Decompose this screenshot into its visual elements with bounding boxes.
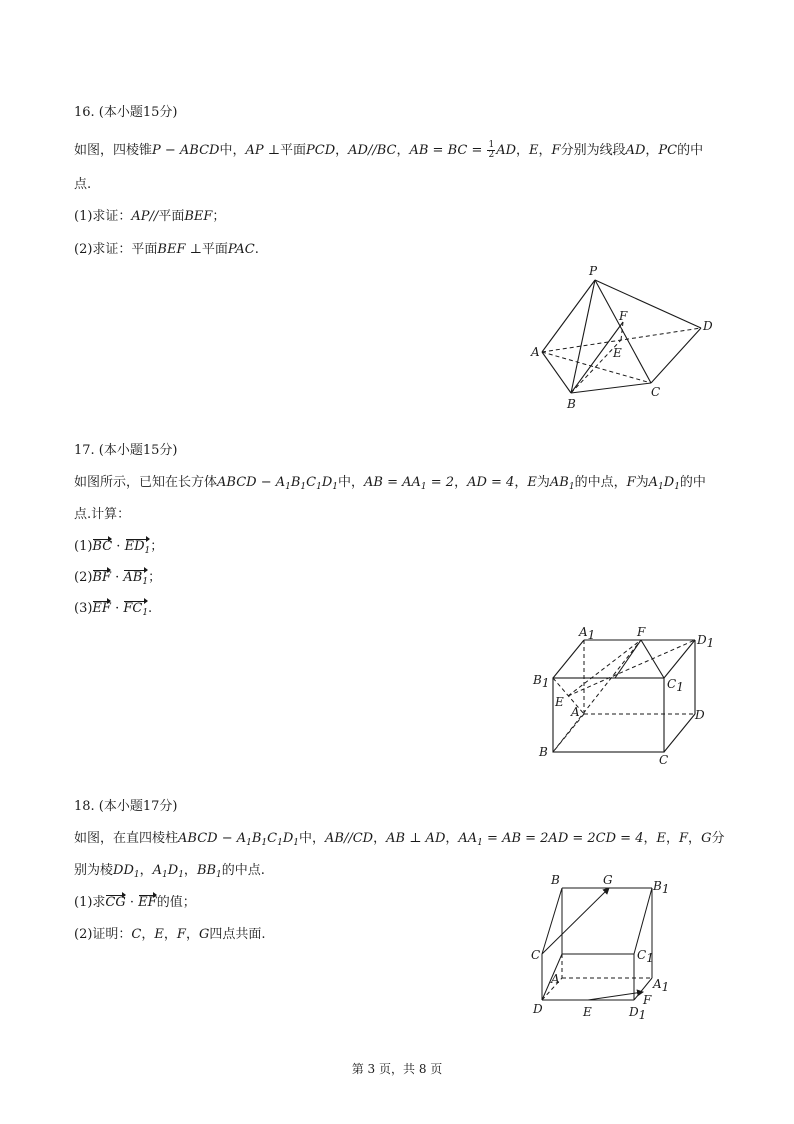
text: (2)证明： [74,927,132,942]
label-D: D [703,319,713,333]
subscript: 1 [316,482,322,492]
text: ， [643,831,657,846]
math [649,475,680,490]
label-C1: C1 [637,948,654,965]
math: E [529,143,539,158]
math: AD [496,143,517,158]
label-B: B [567,397,576,411]
label-F: F [637,625,646,639]
q16-part2 [74,241,259,259]
label-B1: B1 [533,673,550,690]
label-C: C [531,948,541,962]
math [197,863,222,878]
subscript: 1 [178,870,184,880]
subscript: 1 [261,838,268,848]
text: ， [538,143,552,158]
math: F [176,927,186,942]
text: 分 [711,831,725,846]
text: ， [185,927,199,942]
text: 平面 [158,209,185,224]
label-B: B [539,745,548,759]
text: ； [148,570,162,585]
math: AB = BC = [409,143,487,158]
text: ， [373,831,387,846]
text: (2) [74,570,93,585]
text: ⊥平面 [263,143,306,158]
q16-statement-line2: 点. [74,177,92,192]
vector: EF [92,601,111,616]
math-part: AB = AA [364,475,421,490]
q18-prism-figure [525,870,675,1025]
text: 的值； [156,895,196,910]
math: F [679,831,689,846]
math-part: = AB = 2AD = 2CD = 4 [482,831,644,846]
text: . [148,601,153,616]
math [217,475,338,490]
label-G: G [603,873,613,887]
subscript: 1 [477,838,483,848]
subscript: 1 [162,870,168,880]
subscript: 1 [285,482,291,492]
text: ， [645,143,659,158]
math: E [527,475,537,490]
math-part: FC [123,601,143,616]
q18-part1 [74,894,196,912]
q16-statement-line1 [74,141,703,160]
label-E: E [613,346,622,360]
math: G [198,927,210,942]
q16-part1 [74,208,225,226]
subscript: 1 [658,482,664,492]
math: AD [625,143,646,158]
math-part: AB [549,475,569,490]
text: 的中点， [574,475,627,490]
text: 的中点. [221,863,265,878]
q16-pyramid-figure [525,260,735,415]
label-C1: C1 [667,677,684,694]
math: AB//CD [325,831,374,846]
label-C: C [651,385,661,399]
text: 的中 [677,143,704,158]
text: ， [666,831,680,846]
text: 的中 [679,475,706,490]
math: G [701,831,712,846]
label-A: A [571,705,580,719]
q18-statement-line2 [74,862,265,880]
text: (1) [74,539,93,554]
math [178,831,299,846]
numerator: 1 [488,140,495,150]
text: 为 [536,475,550,490]
label-P: P [589,264,598,278]
q17-part2 [74,569,161,587]
text: · [110,601,124,616]
text: ， [454,475,468,490]
vector: BF [92,570,111,585]
label-A: A [531,345,540,359]
math [364,475,454,490]
q17-part1 [74,538,163,556]
vector: EF [138,895,157,910]
subscript: 1 [568,482,575,492]
math-part: ABCD − A [217,475,286,490]
text: ， [141,927,155,942]
text: · [125,895,139,910]
text: 为 [635,475,649,490]
q17-statement-line1 [74,474,706,492]
math-part: AB [123,570,143,585]
text: (2)求证：平面 [74,242,158,257]
text: ， [688,831,702,846]
math-part: = 2 [426,475,455,490]
math: P − ABCD [152,143,220,158]
subscript: 1 [142,577,149,587]
math: E [656,831,666,846]
text: ， [163,927,177,942]
label-D: D [695,708,705,722]
math-part: BB [196,863,217,878]
math-part: A [152,863,163,878]
math: F [626,475,636,490]
math-part: D [167,863,179,878]
subscript: 1 [216,870,222,880]
denominator: 2 [488,150,495,160]
text: ， [516,143,530,158]
label-E: E [583,1005,592,1019]
subscript: 1 [674,482,680,492]
math-part: ED [124,539,145,554]
q18-part2 [74,926,265,944]
q18-statement-line1 [74,830,724,848]
subscript: 1 [246,838,252,848]
math: PCD [306,143,336,158]
text: · [112,539,125,554]
label-D1: D1 [697,633,715,650]
text: ， [445,831,459,846]
text: · [111,570,124,585]
text: ， [396,143,410,158]
text: ， [335,143,349,158]
math: BEF [184,209,213,224]
text: ， [514,475,528,490]
math-part: D [321,475,333,490]
q17-part3 [74,600,152,618]
label-A1: A1 [579,625,596,642]
math-part: DD [113,863,134,878]
text: . [254,242,259,257]
label-A: A [551,972,560,986]
subscript: 1 [332,482,339,492]
vector [123,600,148,618]
text: 如图所示，已知在长方体 [74,475,218,490]
text: 分别为线段 [560,143,626,158]
math: PAC [227,242,255,257]
label-F: F [619,309,628,323]
vector [125,538,151,556]
text: 中， [338,475,365,490]
math-part: B [251,831,262,846]
math: AD = 4 [467,475,515,490]
subscript: 1 [420,482,427,492]
math-part: B [290,475,301,490]
q17-statement-line2: 点.计算： [74,507,131,522]
vector: BC [92,539,113,554]
math-part: C [306,475,317,490]
math: AB ⊥ AD [386,831,446,846]
math-part: C [267,831,278,846]
math: AP// [131,209,159,224]
page-footer: 第 3 页，共 8 页 [351,1062,443,1076]
math-part: D [663,475,675,490]
q18-header: 18. (本小题17分) [74,799,178,814]
math: PC [658,143,678,158]
subscript: 1 [277,838,283,848]
text: (1)求证： [74,209,132,224]
text: (1)求 [74,895,106,910]
text: ， [183,863,197,878]
math [153,863,184,878]
math: E [154,927,164,942]
q17-header: 17. (本小题15分) [74,443,178,458]
label-A1: A1 [653,977,670,994]
label-E: E [555,695,564,709]
math [113,863,140,878]
text: 如图，四棱锥 [74,143,153,158]
text: 别为棱 [74,863,114,878]
fraction [487,141,495,160]
math: BEF [157,242,186,257]
q17-cuboid-figure [525,622,725,772]
math-part: A [648,475,659,490]
math: C [131,927,142,942]
subscript: 1 [133,870,140,880]
text: ； [150,539,164,554]
label-B: B [551,873,560,887]
subscript: 1 [300,482,307,492]
text: ， [139,863,153,878]
vector: CG [105,895,126,910]
subscript: 1 [142,608,149,618]
label-D: D [533,1002,543,1016]
vector [123,569,148,587]
math-part: ABCD − A [178,831,247,846]
math [550,475,575,490]
label-D1: D1 [629,1005,647,1022]
math-part: AA [458,831,478,846]
label-C: C [659,753,669,767]
math: F [551,143,561,158]
text: (3) [74,601,93,616]
text: 四点共面. [209,927,266,942]
math: AP [245,143,264,158]
text: 中， [299,831,326,846]
text: ； [212,209,226,224]
label-F: F [643,993,652,1007]
label-B1: B1 [653,879,670,896]
math [458,831,643,846]
math: AD//BC [348,143,397,158]
subscript: 1 [293,838,300,848]
q16-header: 16. (本小题15分) [74,105,178,120]
text: 如图，在直四棱柱 [74,831,179,846]
text: ⊥平面 [185,242,228,257]
math-part: D [282,831,294,846]
text: 中， [219,143,246,158]
subscript: 1 [144,546,151,556]
